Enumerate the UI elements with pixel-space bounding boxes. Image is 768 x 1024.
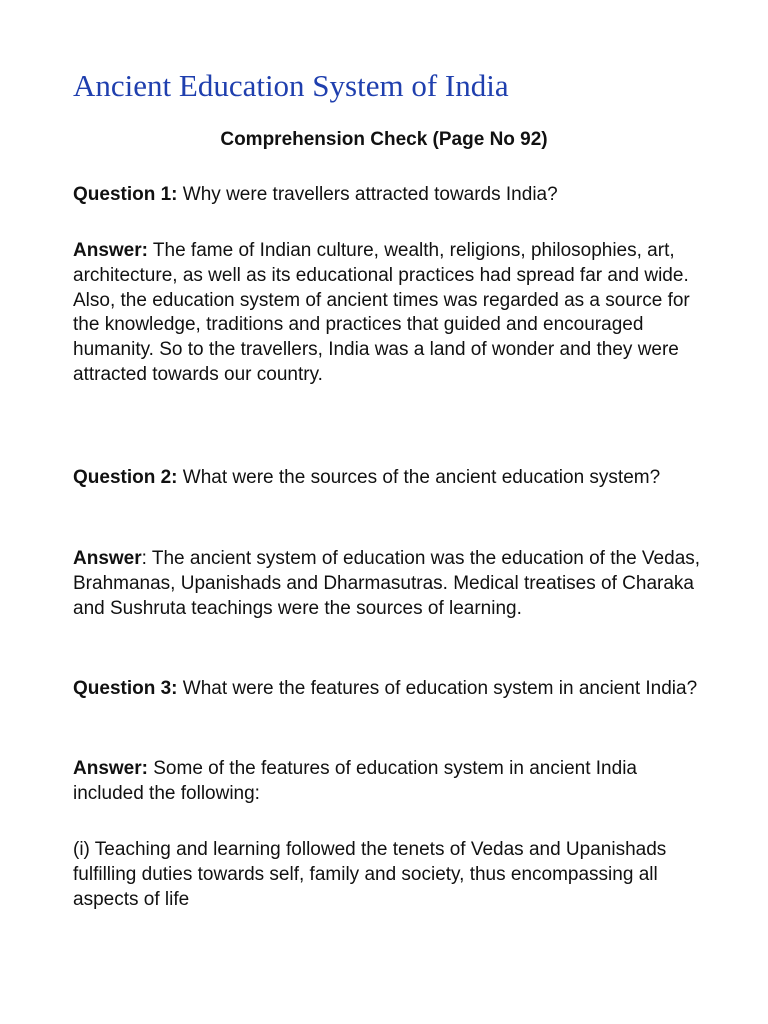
answer-label: Answer:	[73, 240, 148, 261]
answer-1	[73, 239, 703, 388]
question-text: Why were travellers attracted towards India?	[177, 184, 558, 205]
question-1	[73, 183, 703, 208]
question-label: Question 1:	[73, 184, 178, 205]
document-title: Ancient Education System of India	[73, 68, 509, 103]
question-3	[73, 677, 703, 702]
question-text: What were the features of education system in ancient India?	[177, 678, 698, 699]
answer-2	[73, 547, 703, 621]
answer-label: Answer:	[73, 758, 148, 779]
question-text: What were the sources of the ancient education system?	[177, 467, 661, 488]
answer-text: : The ancient system of education was the education of the Vedas, Brahmanas, Upanishads and Dharmasutras. Medical treatises of Charaka and Sushruta teachings were the sources of learning.	[73, 548, 701, 619]
answer-text: The fame of Indian culture, wealth, religions, philosophies, art, architecture, as well as its educational practices had spread far and wide. Also, the education system of ancient times was regarded as a source for the knowledge, traditions and practices that guided and encouraged humanity. So to the travellers, India was a land of wonder and they were attracted towards our country.	[73, 240, 690, 385]
feature-point-1: (i) Teaching and learning followed the tenets of Vedas and Upanishads fulfilling duties towards self, family and society, thus encompassing all aspects of life	[73, 839, 667, 910]
question-2	[73, 466, 703, 491]
question-label: Question 3:	[73, 678, 178, 699]
answer-text: Some of the features of education system in ancient India included the following:	[73, 758, 637, 804]
section-subtitle: Comprehension Check (Page No 92)	[220, 129, 548, 150]
question-label: Question 2:	[73, 467, 178, 488]
answer-label: Answer	[73, 548, 142, 569]
answer-3	[73, 757, 703, 807]
